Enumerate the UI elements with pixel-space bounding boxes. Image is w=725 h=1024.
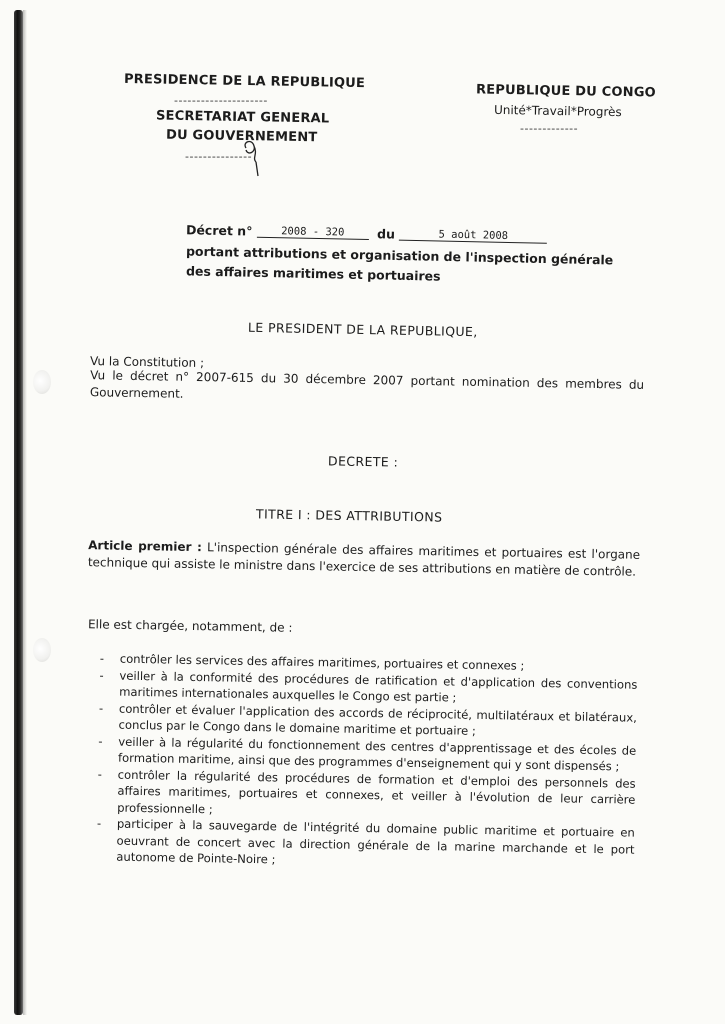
article-premier [88,537,641,581]
attributions-list [96,650,638,874]
header-separator: --------------------- [174,94,268,107]
header-presidence: PRESIDENCE DE LA REPUBLIQUE [123,71,366,92]
vu-constitution: Vu la Constitution ; [89,354,205,370]
bullet-dash: - [97,767,103,782]
header-republique-congo: REPUBLIQUE DU CONGO [475,82,657,101]
punch-hole [33,370,51,394]
bullet-dash: - [96,816,102,831]
list-item: - participer à la sauvegarde de l'intégrité du domaine public maritime et portuaire en oeuvrant de concert avec la direction générale de la marine marchande et le port autonome de Pointe-Noire ; [96,816,635,867]
titre-heading: TITRE I : DES ATTRIBUTIONS [255,506,443,525]
list-item: - veiller à la conformité des procédures de ratification et d'application des conventions maritimes internationales auxquelles le Congo est partie ; [99,668,638,705]
list-item: - veiller à la régularité du fonctionnement des centres d'apprentissage et des écoles de formation maritime, ainsi que des programmes d'enseignement qui y sont dispensés ; [98,734,637,774]
decree-date: 5 août 2008 [399,228,547,244]
punch-hole [33,638,51,662]
header-gouvernement: DU GOUVERNEMENT [165,127,318,146]
decrete-heading: DECRETE : [327,453,399,470]
header-secretariat: SECRETARIAT GENERAL [155,108,330,127]
chargee-intro: Elle est chargée, notamment, de : [87,617,293,635]
decree-du-label: du [376,226,396,242]
list-item: - contrôler la régularité des procédures de formation et d'emploi des personnels des affaires maritimes, portuaires et connexes, et veiller à l'évolution de leur carrière professionnelle ; [97,767,636,816]
header-separator: --------------- [185,150,253,163]
list-item: - contrôler et évaluer l'application des accords de réciprocité, multilatéraux et bilatéraux, conclus par le Congo dans le domaine maritime et portuaire ; [98,701,637,739]
bullet-dash: - [99,668,104,683]
decree-reference [186,222,548,245]
decree-subject-line2: des affaires maritimes et portuaires [185,263,441,284]
decree-subject-line1: portant attributions et organisation de l'inspection générale [185,243,614,268]
list-item: - contrôler les services des affaires maritimes, portuaires et connexes ; [99,651,525,673]
article-text: L'inspection générale des affaires maritimes et portuaires est l'organe technique qui assiste le ministre dans l'exercice de ses attributions en matière de contrôle. [87,540,641,579]
vu-decret: Vu le décret n° 2007-615 du 30 décembre 2007 portant nomination des membres du Gouvernement. [89,368,645,401]
bullet-dash: - [98,734,103,749]
header-motto: Unité*Travail*Progrès [493,102,622,120]
bullet-dash: - [99,651,105,666]
president-heading: LE PRESIDENT DE LA REPUBLIQUE, [247,319,478,340]
header-separator: ------------- [520,122,579,135]
handwritten-mark [238,138,272,178]
article-label: Article premier : [88,538,202,555]
decree-number: 2008 - 320 [257,225,369,240]
bullet-dash: - [98,701,104,716]
decree-label: Décret n° [185,222,253,239]
binding-shadow [23,10,27,1015]
binding-edge [14,10,23,1015]
